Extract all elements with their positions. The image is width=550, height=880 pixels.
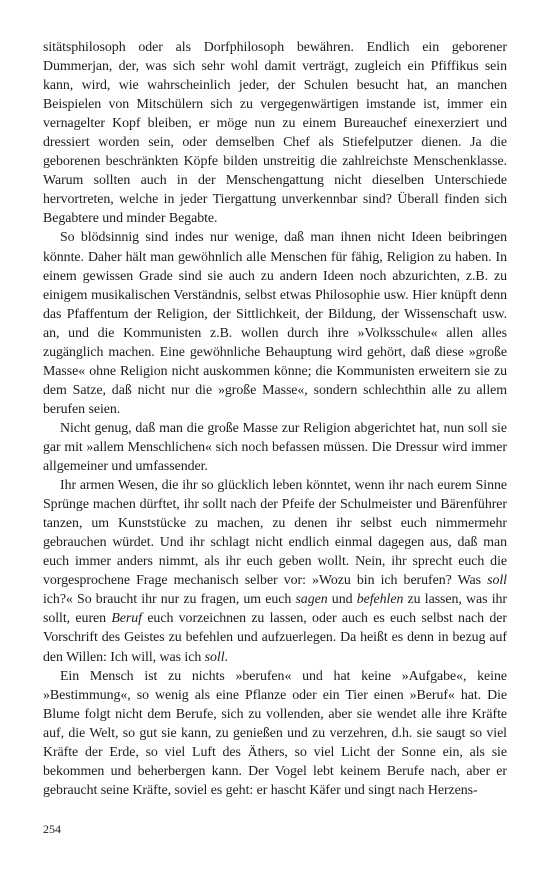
text-run: euch vorzeichnen zu lassen, oder auch es euch selbst nach der Vorschrift des Geistes zu befehlen und aufzuerlegen. Da heißt es denn in bezug auf den Willen: Ich will, was ich — [43, 611, 507, 665]
text-run: Nicht genug, daß man die große Masse zur Religion abgerichtet hat, nun soll sie gar mit »allem Menschlichen« sich noch befassen müssen. Die Dressur wird immer allgemeiner und umfassender. — [43, 420, 507, 475]
emphasized-text: soll — [204, 649, 225, 665]
emphasized-text: soll — [487, 573, 507, 589]
text-run: zu lassen, was ihr sollt, euren — [43, 592, 507, 627]
paragraph — [43, 419, 507, 476]
text-run: . — [224, 649, 228, 665]
text-run: sitätsphilosoph oder als Dorfphilosoph bewähren. Endlich ein geborener Dummerjan, der, was sich sehr wohl damit verträgt, zugleich ein Pfiffikus sein kann, wird, wie wahrscheinlich jeder, der Schulen besucht hat, an manchen Beispielen von Mitschülern sich zu vergegenwärtigen imstande ist, immer ein vernagelter Kopf bleiben, er möge nun zu einem Bureauchef einexerziert und dressiert worden sein, oder demselben Chef als Stiefelputzer dienen. Ja die geborenen beschränkten Köpfe bilden unstreitig die zahlreichste Menschenklasse. Warum sollten auch in der Menschengattung nicht dieselben Unterschiede hervortreten, welche in jeder Tiergattung unverkennbar sind? Überall finden sich Begabtere und minder Begabte. — [43, 40, 507, 227]
emphasized-text: sagen — [295, 592, 328, 608]
text-run: und — [327, 592, 357, 608]
text-run: So blödsinnig sind indes nur wenige, daß man ihnen nicht Ideen beibringen könnte. Daher hält man gewöhnlich alle Menschen für fähig, Religion zu haben. In einem gewissen Grade sind sie auch zu andern Ideen noch abzurichten, z.B. zu einigem musikalischen Verständnis, selbst etwas Philosophie usw. Hier knüpft denn das Pfaffentum der Religion, der Sittlichkeit, der Bildung, der Wissenschaft usw. an, und die Kommunisten z.B. wollen durch ihre »Volksschule« allen alles zugänglich machen. Eine gewöhnliche Behauptung wird gehört, daß diese »große Masse« ohne Religion nicht auskommen könne; die Kommunisten erweitern sie zu dem Satze, daß nicht nur die »große Masse«, sondern schlechthin alle zu allem berufen seien. — [43, 230, 507, 417]
text-run: Ein Mensch ist zu nichts »berufen« und hat keine »Aufgabe«, keine »Bestimmung«, so wenig als eine Pflanze oder ein Tier einen »Beruf« hat. Die Blume folgt nicht dem Berufe, sich zu vollenden, aber sie wendet alle ihre Kräfte auf, die Welt, so gut sie kann, zu genießen und zu verzehren, d.h. sie saugt so viel Kräfte der Erde, so viel Luft des Äthers, so viel Licht der Sonne ein, als sie bekommen und beherbergen kann. Der Vogel lebt keinem Berufe nach, aber er gebraucht seine Kräfte, soviel es geht: er hascht Käfer und singt nach Herzens- — [43, 668, 507, 798]
text-run: ich?« So braucht ihr nur zu fragen, um euch — [43, 592, 296, 608]
emphasized-text: Beruf — [111, 611, 142, 627]
paragraph — [43, 476, 507, 666]
page-body — [43, 38, 507, 800]
emphasized-text: befehlen — [356, 592, 404, 608]
text-run: Ihr armen Wesen, die ihr so glücklich leben könntet, wenn ihr nach eurem Sinne Sprünge machen dürftet, ihr sollt nach der Pfeife der Schulmeister und Bärenführer tanzen, um Kunststücke zu machen, zu denen ihr selbst euch nimmermehr gebrauchen würdet. Und ihr schlagt nicht endlich einmal dagegen aus, daß man euch immer anders nimmt, als ihr euch geben wollt. Nein, ihr sprecht euch die vorgesprochene Frage mechanisch selber vor: »Wozu bin ich berufen? Was — [43, 478, 507, 589]
paragraph — [43, 667, 507, 800]
page-number: 254 — [43, 822, 61, 836]
paragraph — [43, 38, 507, 228]
paragraph — [43, 228, 507, 418]
